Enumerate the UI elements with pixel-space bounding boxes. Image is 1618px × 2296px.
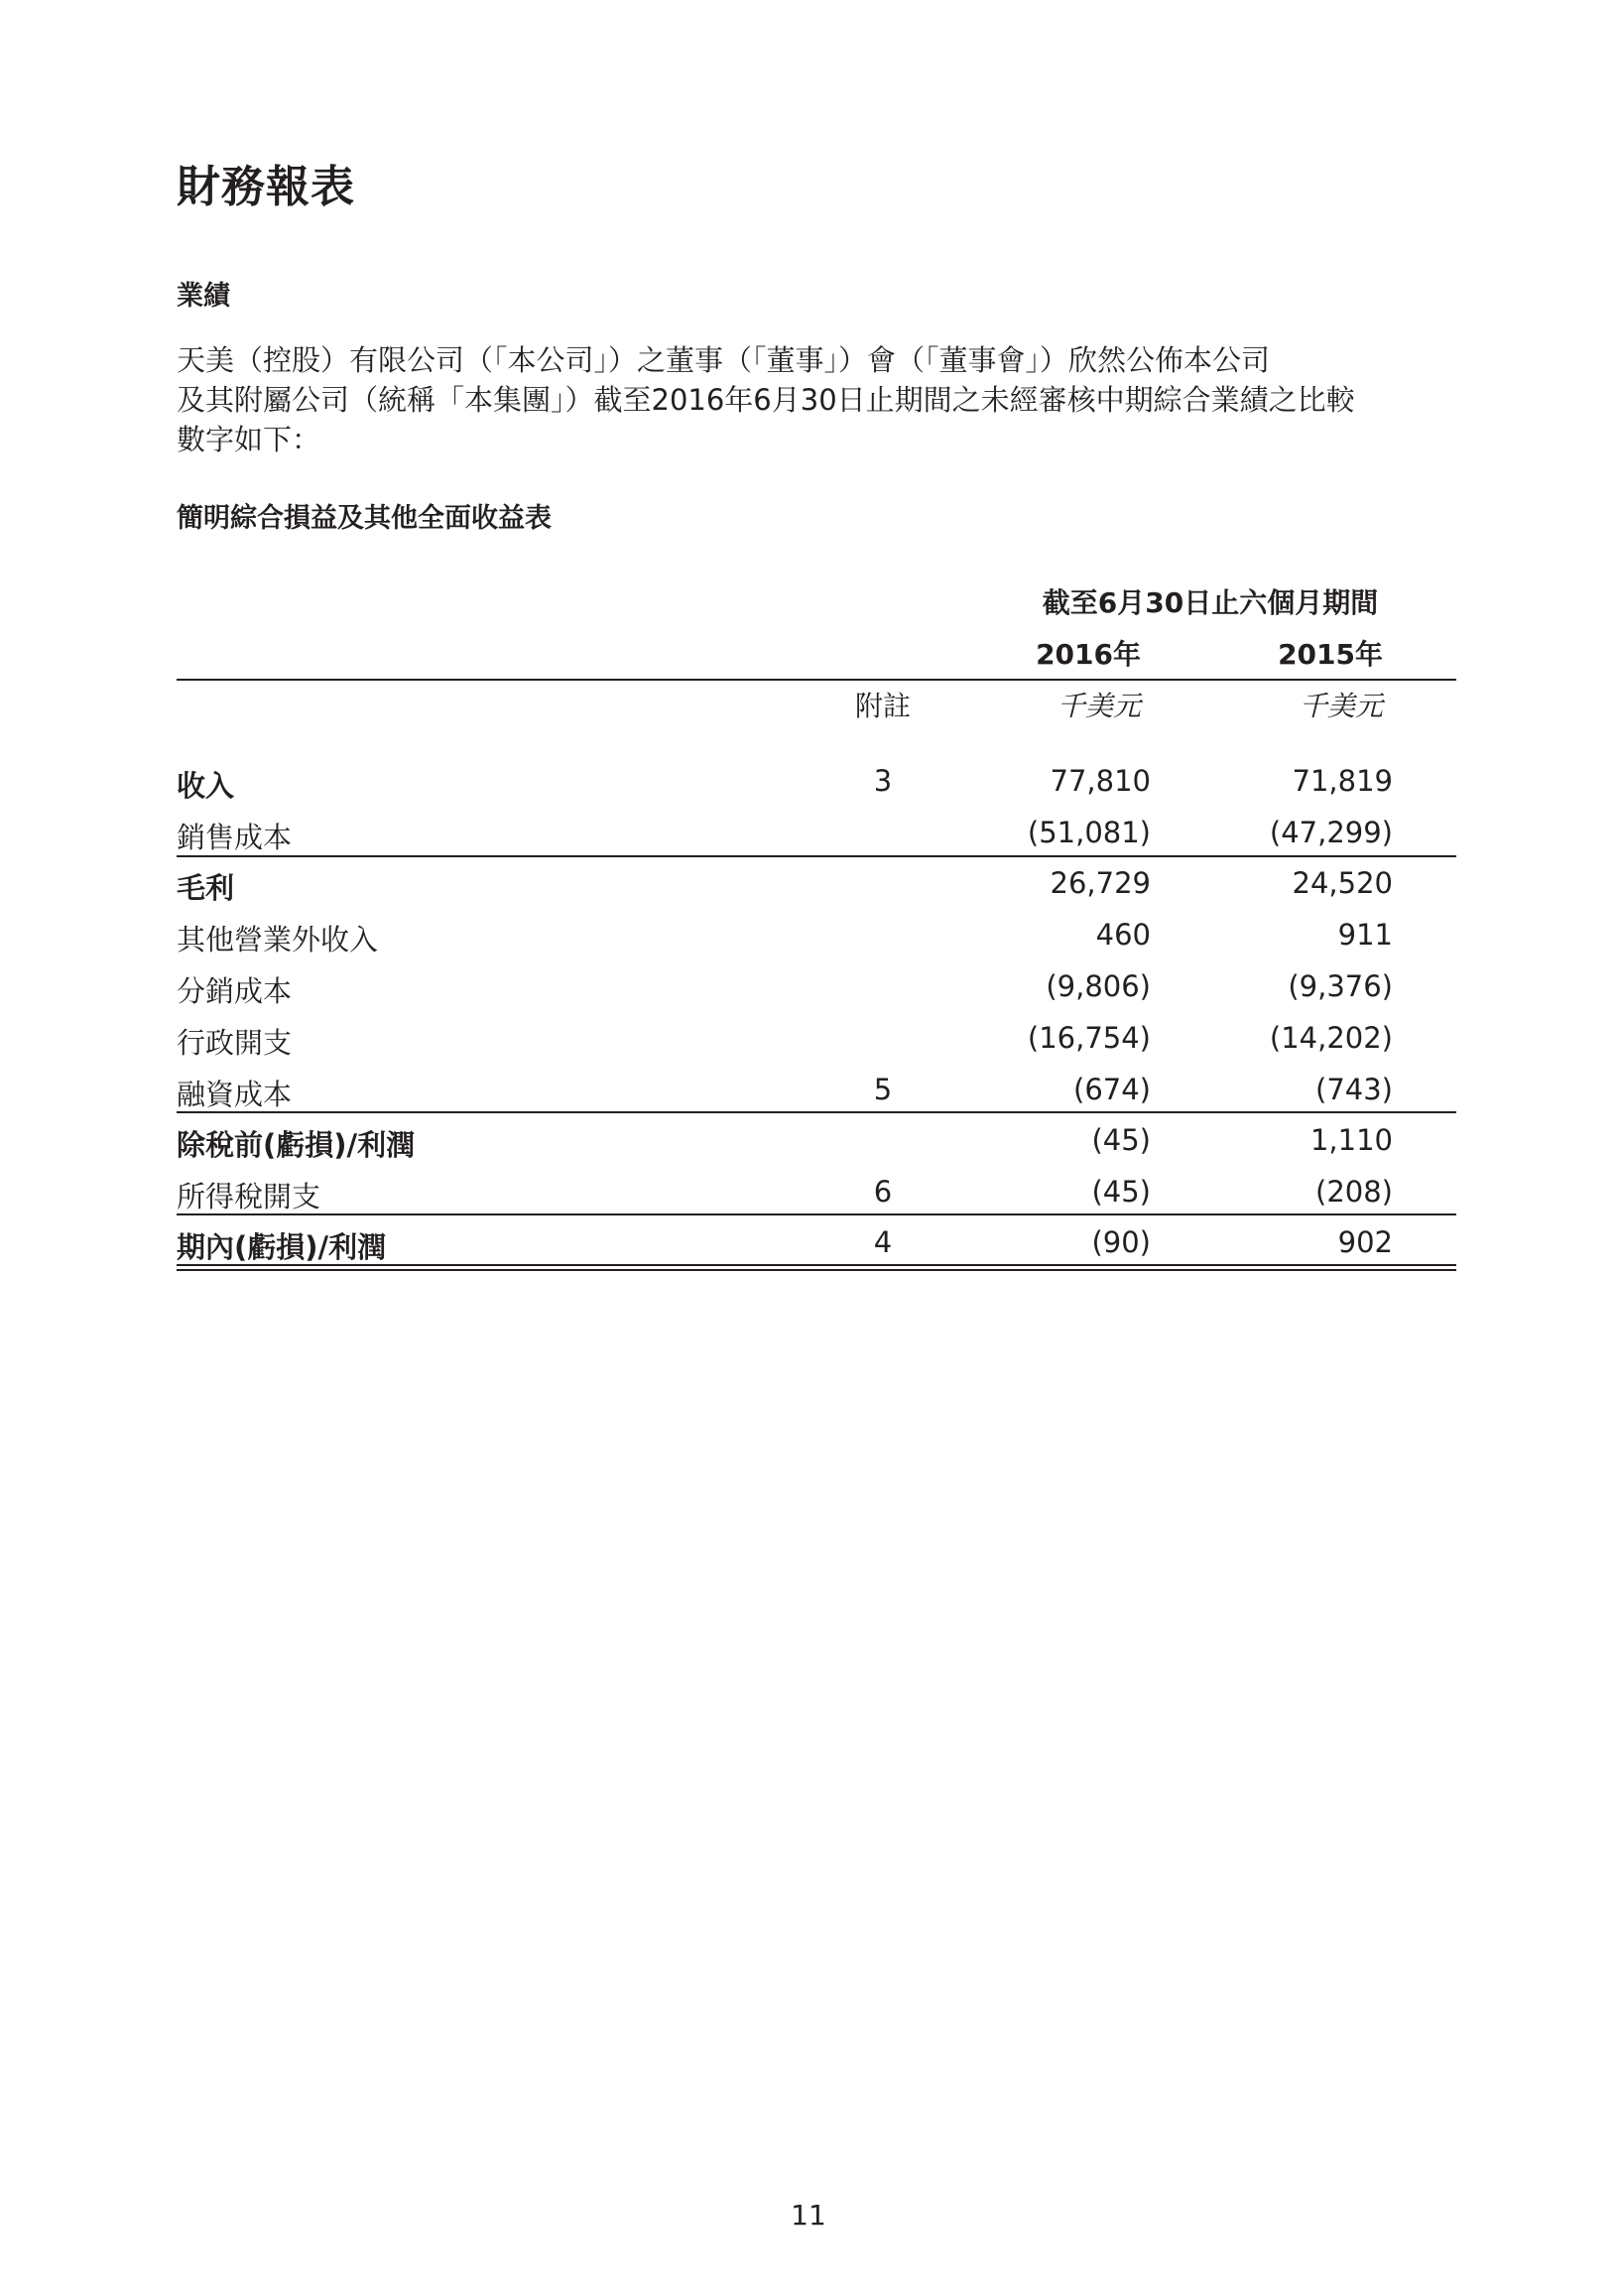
- page-title: 財務報表: [177, 162, 355, 212]
- gross-profit-rule: [177, 855, 1456, 857]
- value-2015: 1,110: [1309, 1123, 1393, 1157]
- table-row: [0, 1021, 1618, 1061]
- table-row: [0, 1073, 1618, 1112]
- row-note: 6: [873, 1175, 893, 1209]
- value-2016: (90): [1091, 1225, 1151, 1259]
- value-2016: 77,810: [1050, 764, 1151, 798]
- value-2016: (16,754): [1027, 1021, 1151, 1055]
- table-row: [0, 816, 1618, 855]
- table-row: [0, 918, 1618, 957]
- net-result-rule: [177, 1213, 1456, 1215]
- section-heading: 業績: [177, 281, 230, 312]
- value-2015: (14,202): [1269, 1021, 1393, 1055]
- value-2015: (208): [1315, 1175, 1393, 1209]
- units-row: [0, 685, 1618, 724]
- value-2016: (45): [1091, 1175, 1151, 1209]
- value-2015: 911: [1337, 918, 1393, 952]
- table-row: [0, 1225, 1618, 1265]
- intro-line: 天美（控股）有限公司（「本公司」）之董事（「董事」）會（「董事會」）欣然公佈本公司: [177, 343, 1271, 377]
- row-note: 5: [873, 1073, 893, 1106]
- intro-line: 數字如下：: [177, 423, 321, 456]
- value-2015: 24,520: [1292, 866, 1393, 900]
- year-header-2016: 2016年: [1036, 638, 1141, 671]
- intro-paragraph: [177, 340, 1456, 459]
- table-row: [0, 969, 1618, 1009]
- row-label: 期內(虧損)/利潤: [177, 1230, 387, 1264]
- note-column-header: 附註: [854, 690, 911, 722]
- table-row: [0, 1175, 1618, 1214]
- statement-title: 簡明綜合損益及其他全面收益表: [177, 503, 552, 534]
- row-note: 3: [873, 764, 893, 798]
- table-row: [0, 764, 1618, 804]
- period-heading: 截至6月30日止六個月期間: [1042, 586, 1379, 619]
- row-label: 毛利: [177, 871, 235, 905]
- page-number: 11: [791, 2199, 826, 2232]
- header-rule: [177, 679, 1456, 681]
- table-row: [0, 866, 1618, 906]
- double-rule-bottom: [177, 1269, 1456, 1271]
- value-2016: (45): [1091, 1123, 1151, 1157]
- row-note: 4: [873, 1225, 893, 1259]
- year-header-2015: 2015年: [1278, 638, 1383, 671]
- row-label: 所得稅開支: [177, 1180, 321, 1213]
- intro-line: 及其附屬公司（統稱「本集團」）截至2016年6月30日止期間之未經審核中期綜合業績之比較: [177, 383, 1355, 417]
- value-2015: (47,299): [1269, 816, 1393, 849]
- row-label: 收入: [177, 769, 235, 803]
- value-2016: (674): [1073, 1073, 1151, 1106]
- value-2016: 460: [1095, 918, 1151, 952]
- double-rule-top: [177, 1264, 1456, 1266]
- value-2016: 26,729: [1050, 866, 1151, 900]
- value-2015: 71,819: [1292, 764, 1393, 798]
- row-label: 分銷成本: [177, 974, 293, 1008]
- unit-label-2016: 千美元: [1057, 690, 1141, 722]
- row-label: 其他營業外收入: [177, 923, 379, 957]
- value-2015: (9,376): [1288, 969, 1393, 1003]
- row-label: 行政開支: [177, 1026, 293, 1060]
- value-2015: 902: [1337, 1225, 1393, 1259]
- pretax-rule: [177, 1111, 1456, 1113]
- unit-label-2015: 千美元: [1299, 690, 1383, 722]
- row-label: 銷售成本: [177, 821, 293, 854]
- row-label: 除稅前(虧損)/利潤: [177, 1128, 416, 1162]
- value-2016: (9,806): [1046, 969, 1151, 1003]
- value-2016: (51,081): [1027, 816, 1151, 849]
- row-label: 融資成本: [177, 1078, 293, 1111]
- value-2015: (743): [1315, 1073, 1393, 1106]
- table-row: [0, 1123, 1618, 1163]
